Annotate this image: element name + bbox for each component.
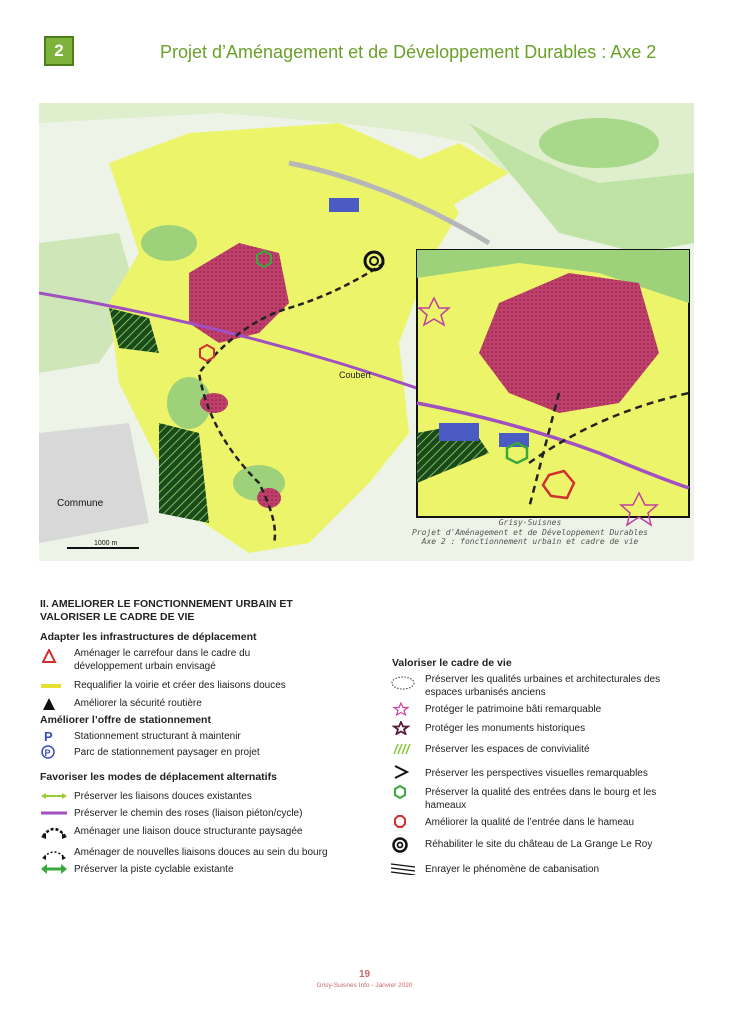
legend-item-monuments: Protéger les monuments historiques	[425, 723, 586, 734]
legend-item-parc-stationnement: Parc de stationnement paysager en projet	[74, 747, 260, 758]
triangle-outline-icon	[42, 649, 64, 663]
dotted-curve-arrow-icon	[40, 845, 68, 863]
legend-item-liaison-structurante: Aménager une liaison douce structurante paysagée	[74, 826, 303, 837]
page-number: 19	[358, 969, 371, 980]
green-hatch-icon	[392, 742, 414, 756]
publication-info: Grisy-Suisnes Info - Janvier 2020	[316, 982, 413, 989]
red-octagon-icon	[392, 815, 414, 829]
legend-item-perspectives: Préserver les perspectives visuelles remarquables	[425, 768, 648, 779]
inset-caption-line-1: Grisy-Suisnes	[498, 518, 562, 527]
legend-heading-cadre-vie: Valoriser le cadre de vie	[392, 657, 512, 669]
dashed-curve-arrow-icon	[40, 824, 68, 842]
legend-item-entree-hameau: Améliorer la qualité de l’entrée dans le hameau	[425, 817, 635, 828]
spiral-icon	[392, 837, 414, 853]
parking-circle-icon	[40, 745, 62, 759]
purple-line-icon	[40, 806, 68, 820]
map-inset	[417, 250, 689, 525]
chevron-right-icon	[392, 765, 414, 779]
legend-item-qualites-urbaines: Préserver les qualités urbaines et architecturales des espaces urbanisés anciens	[425, 674, 661, 698]
legend-heading-modes: Favoriser les modes de déplacement alternatifs	[40, 771, 277, 783]
yellow-line-icon	[40, 679, 62, 693]
green-hexagon-icon	[392, 785, 414, 799]
axis-badge: 2	[44, 36, 74, 66]
legend-heading-infrastructures: Adapter les infrastructures de déplacement	[40, 631, 257, 643]
map-label-coubert: Coubert	[339, 370, 372, 380]
svg-text:P: P	[44, 748, 51, 758]
black-hatch-icon	[390, 861, 416, 875]
pink-star-icon	[392, 702, 414, 716]
map-inset-caption	[380, 518, 680, 547]
inset-caption-line-2: Projet d'Aménagement et de Développement Durables	[411, 527, 648, 537]
dotted-ellipse-icon	[390, 675, 416, 691]
map-illustration	[39, 103, 694, 561]
legend-item-patrimoine: Protéger le patrimoine bâti remarquable	[425, 704, 602, 715]
legend-item-liaisons-douces: Préserver les liaisons douces existantes	[74, 791, 252, 802]
legend-item-chateau: Réhabiliter le site du château de La Grange Le Roy	[425, 839, 653, 850]
legend-item-convivialite: Préserver les espaces de convivialité	[425, 744, 590, 755]
legend-item-voirie: Requalifier la voirie et créer des liaisons douces	[74, 680, 286, 691]
legend-item-piste-cyclable: Préserver la piste cyclable existante	[74, 864, 234, 875]
legend-item-securite: Améliorer la sécurité routière	[74, 698, 202, 709]
legend-item-entrees-bourg: Préserver la qualité des entrées dans le bourg et les hameaux	[425, 787, 657, 811]
svg-text:P: P	[44, 729, 53, 743]
map-scale-label: 1000 m	[94, 540, 118, 547]
legend-section-title: II. AMELIORER LE FONCTIONNEMENT URBAIN ET VALORISER LE CADRE DE VIE	[40, 598, 293, 623]
inset-caption-line-3: Axe 2 : fonctionnement urbain et cadre de vie	[421, 537, 639, 546]
triangle-filled-icon	[42, 697, 64, 711]
legend-item-cabanisation: Enrayer le phénomène de cabanisation	[425, 864, 600, 875]
green-double-arrow-icon	[40, 789, 68, 803]
bold-green-double-arrow-icon	[40, 862, 68, 876]
page-title: Projet d’Aménagement et de Développement Durables : Axe 2	[160, 42, 657, 62]
parking-p-icon	[42, 729, 64, 743]
legend-item-carrefour: Aménager le carrefour dans le cadre du développement urbain envisagé	[74, 648, 251, 672]
legend-item-nouvelles-liaisons: Aménager de nouvelles liaisons douces au sein du bourg	[74, 847, 328, 858]
legend-item-chemin-roses: Préserver le chemin des roses (liaison piéton/cycle)	[74, 808, 303, 819]
dark-star-icon	[392, 721, 414, 735]
legend-heading-stationnement: Améliorer l’offre de stationnement	[40, 714, 211, 726]
map-label-commune: Commune	[57, 498, 104, 509]
legend-item-stationnement-structurant: Stationnement structurant à maintenir	[74, 731, 241, 742]
